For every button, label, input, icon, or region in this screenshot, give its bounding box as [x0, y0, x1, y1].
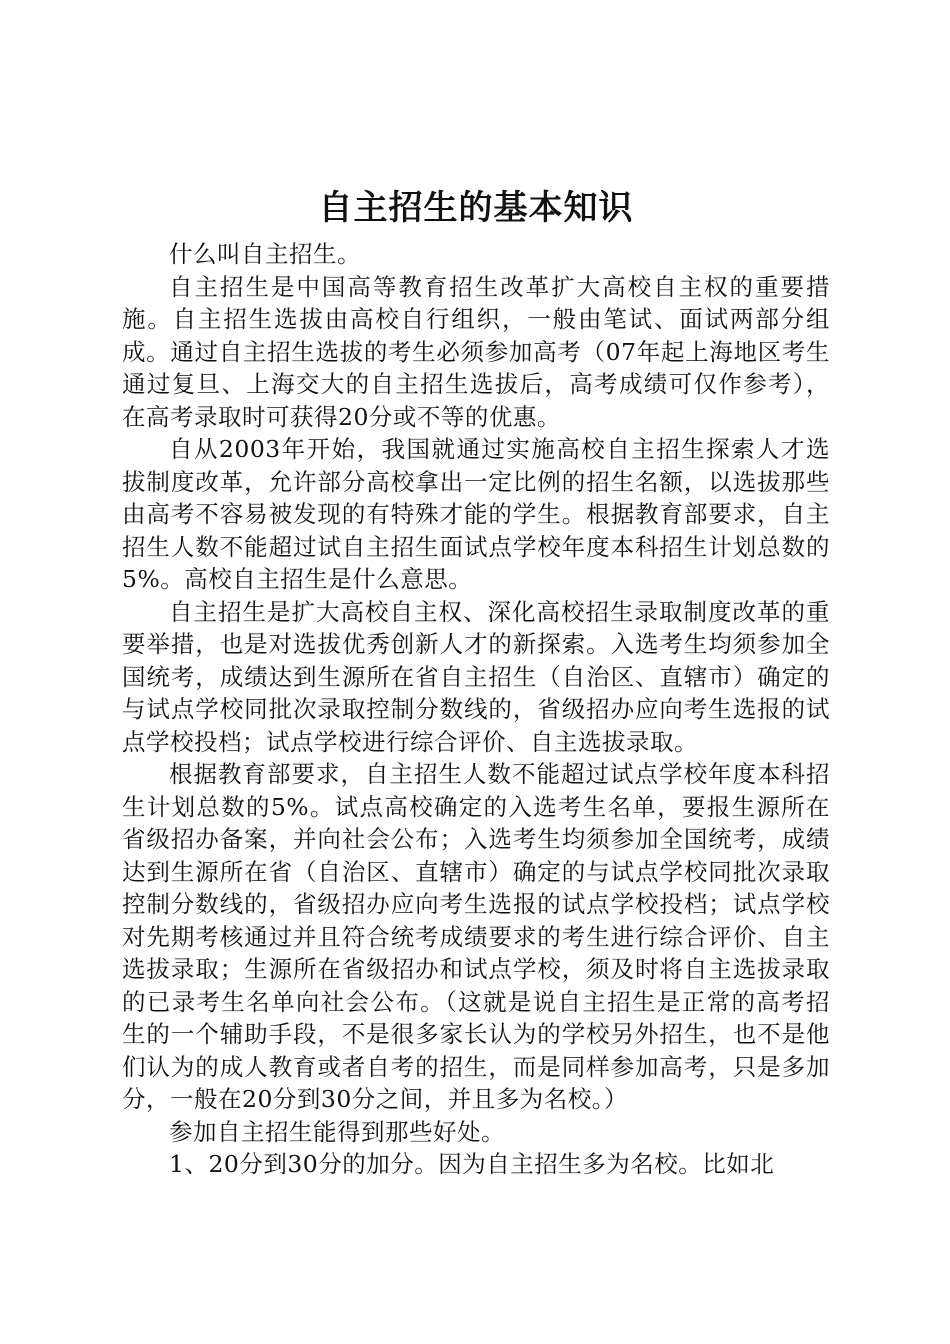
paragraph-benefit-1: 1、20分到30分的加分。因为自主招生多为名校。比如北 [169, 1150, 775, 1178]
paragraph-history: 自从2003年开始，我国就通过实施高校自主招生探索人才选拔制度改革，允许部分高校拿出一定比例的招生名额，以选拔那些由高考不容易被发现的有特殊才能的学生。根据教育部要求，自主招生人数不能超过试自主招生面试点学校年度本科招生计划总数的5%。高校自主招生是什么意思。 [122, 435, 830, 593]
document-title: 自主招生的基本知识 [318, 188, 634, 228]
paragraph-benefits-heading: 参加自主招生能得到那些好处。 [169, 1117, 505, 1146]
paragraph-requirements: 根据教育部要求，自主招生人数不能超过试点学校年度本科招生计划总数的5%。试点高校确定的入选考生名单，要报生源所在省级招办备案，并向社会公布；入选考生均须参加全国统考，成绩达到生源所在省（自治区、直辖市）确定的与试点学校同批次录取控制分数线的，省级招办应向考生选报的试点学校投档；试点学校对先期考核通过并且符合统考成绩要求的考生进行综合评价、自主选拔录取；生源所在省级招办和试点学校，须及时将自主选拔录取的已录考生名单向社会公布。（这就是说自主招生是正常的高考招生的一个辅助手段，不是很多家长认为的学校另外招生，也不是他们认为的成人教育或者自考的招生，而是同样参加高考，只是多加分，一般在20分到30分之间，并且多为名校。） [122, 760, 830, 1113]
paragraph-reform: 自主招生是扩大高校自主权、深化高校招生录取制度改革的重要举措，也是对选拔优秀创新人才的新探索。入选考生均须参加全国统考，成绩达到生源所在省自主招生（自治区、直辖市）确定的与试点学校同批次录取控制分数线的，省级招办应向考生选报的试点学校投档；试点学校进行综合评价、自主选拔录取。 [122, 597, 830, 756]
paragraph-what-is: 什么叫自主招生。 [169, 240, 361, 268]
document-page [122, 180, 830, 1181]
paragraph-definition: 自主招生是中国高等教育招生改革扩大高校自主权的重要措施。自主招生选拔由高校自行组织，一般由笔试、面试两部分组成。通过自主招生选拔的考生必须参加高考（07年起上海地区考生通过复旦、上海交大的自主招生选拔后，高考成绩可仅作参考），在高考录取时可获得20分或不等的优惠。 [122, 272, 830, 431]
